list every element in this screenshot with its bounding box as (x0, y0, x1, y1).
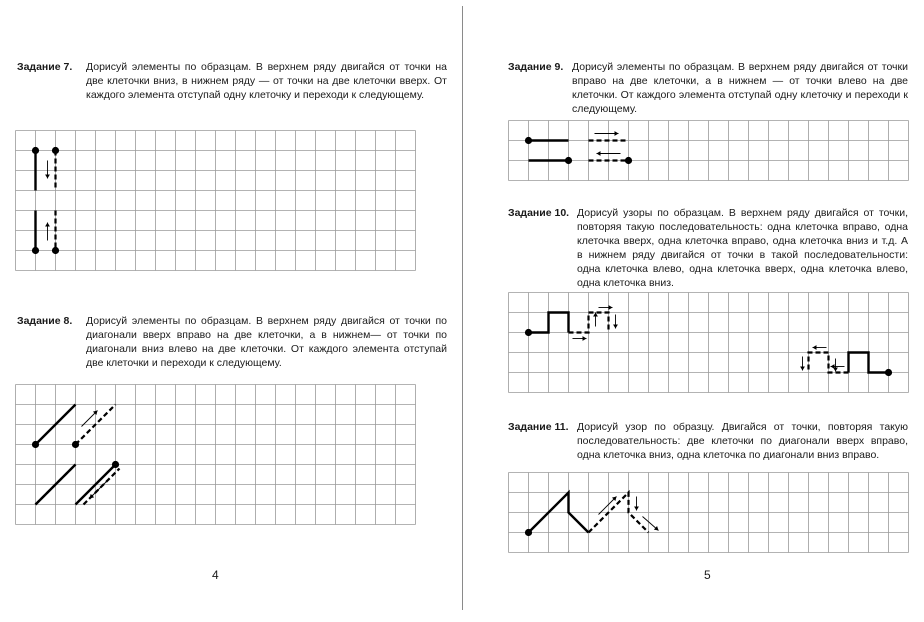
task-10-grid (508, 292, 913, 394)
sample-line (849, 353, 889, 373)
grid-lines (509, 293, 909, 393)
task-8 (17, 314, 447, 370)
start-dot (525, 137, 532, 144)
start-dot (525, 329, 532, 336)
arrow-head (583, 336, 587, 341)
start-dot (565, 157, 572, 164)
task-10-label: Задание 10. (508, 207, 570, 219)
task-11-grid (508, 472, 913, 554)
task-11-label: Задание 11. (508, 421, 569, 433)
arrow-head (800, 367, 805, 371)
arrow-head (634, 507, 639, 511)
task-7 (17, 60, 447, 116)
task-8-text: Дорисуй элементы по образцам. В верхнем ряду двигайся от точки по диагонали вверх вправо на две клеточки, а в нижнем— от точки по диагонали вниз влево на две клеточки. От каждого элемента отступай две клеточки и переходи к следующему. (86, 315, 447, 369)
arrow-head (609, 305, 613, 310)
page-divider (462, 6, 463, 610)
task-11-text: Дорисуй узор по образцу. Двигайся от точки, повторяя такую последовательность: две клеточки по диагонали вверх вправо, одна клеточка вниз, одна клеточка по диагонали вниз вправо. (577, 421, 908, 461)
task-10 (508, 206, 908, 289)
task-11 (508, 420, 908, 466)
start-dot (525, 529, 532, 536)
task-8-grid (15, 384, 420, 526)
arrow-head (597, 151, 601, 156)
start-dot (32, 147, 39, 154)
start-dot (52, 247, 59, 254)
task-9-label: Задание 9. (508, 61, 564, 73)
page-number-left: 4 (212, 568, 219, 582)
start-dot (112, 461, 119, 468)
arrow-head (813, 345, 817, 350)
sample-line (529, 313, 569, 333)
arrow-head (615, 131, 619, 136)
task-8-label: Задание 8. (17, 315, 73, 327)
arrow-head (45, 223, 50, 227)
task-9 (508, 60, 908, 115)
grid-lines (16, 131, 416, 271)
start-dot (885, 369, 892, 376)
task-7-grid (15, 130, 420, 272)
arrow-head (45, 175, 50, 179)
arrow-head (613, 325, 618, 329)
start-dot (72, 441, 79, 448)
task-7-label: Задание 7. (17, 61, 73, 73)
start-dot (52, 147, 59, 154)
start-dot (32, 247, 39, 254)
grid-lines (509, 121, 909, 181)
task-7-text: Дорисуй элементы по образцам. В верхнем ряду двигайся от точки на две клеточки вниз, в нижнем ряду — от точки на две клеточки вверх. От каждого элемента отступай одну клеточку и переходи к следующему. (86, 61, 447, 101)
start-dot (625, 157, 632, 164)
task-9-text: Дорисуй элементы по образцам. В верхнем ряду двигайся от точки вправо на две клеточки, а в нижнем — от точки влево на две клеточки. От каждого элемента отступай одну клеточку и переходи к следующему. (572, 61, 908, 115)
task-10-text: Дорисуй узоры по образцам. В верхнем ряду двигайся от точки, повторяя такую последовательность: одна клеточка вправо, одна клеточка вверх, одна клеточка вправо, одна клеточка вниз и т.д. А в нижнем ряду двигайся от точки в такой последовательности: одна клеточка влево, одна клеточка вверх, одна клеточка влево, одна клеточка вниз. (577, 207, 908, 289)
page-number-right: 5 (704, 568, 711, 582)
arrow-head (833, 368, 838, 372)
task-9-grid (508, 120, 913, 182)
start-dot (32, 441, 39, 448)
